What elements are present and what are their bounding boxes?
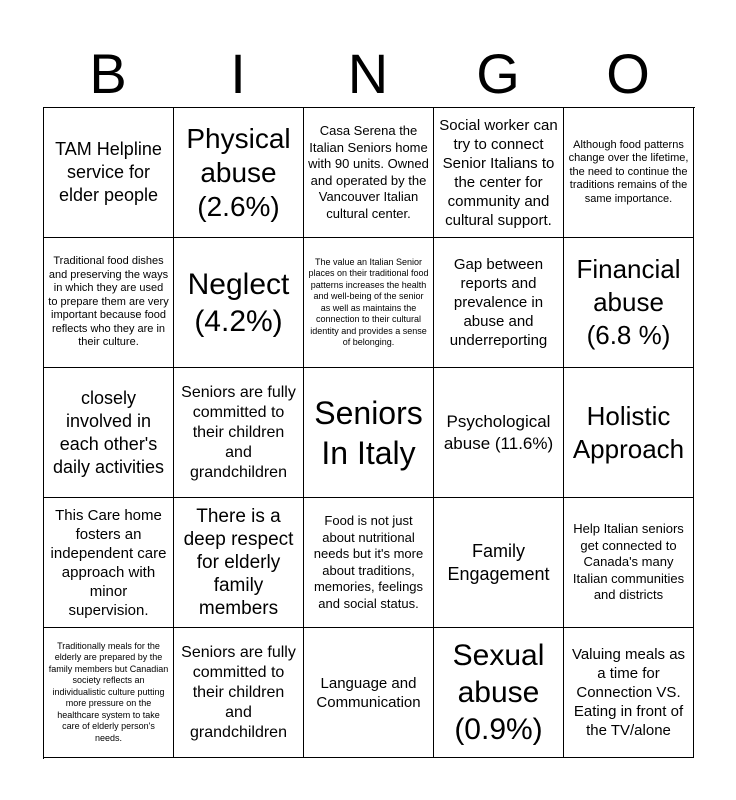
bingo-cell (434, 368, 564, 498)
cell-text: Financial abuse (6.8 %) (576, 254, 681, 350)
cell-text: Holistic Approach (572, 400, 685, 464)
cell-text: Traditional food dishes and preserving the ways in which they are used to prepare them are very important because food reflects who they are in their culture. (48, 255, 169, 349)
cell-text: This Care home fosters an independent care approach with minor supervision. (50, 506, 167, 619)
bingo-cell (564, 108, 694, 238)
bingo-cell (564, 628, 694, 758)
bingo-cell (304, 498, 434, 628)
cell-text: Physical abuse (2.6%) (186, 122, 291, 222)
cell-text: Language and Communication (316, 674, 421, 711)
header-letter-b: B (89, 42, 127, 105)
bingo-cell (44, 498, 174, 628)
cell-text: closely involved in each other's daily activities (52, 387, 165, 477)
bingo-cell (174, 628, 304, 758)
bingo-cell (44, 238, 174, 368)
bingo-cell (304, 108, 434, 238)
cell-text: Family Engagement (447, 540, 550, 584)
cell-text: Casa Serena the Italian Seniors home with 90 units. Owned and operated by the Vancouver Italian cultural center. (308, 123, 429, 221)
bingo-cell (434, 498, 564, 628)
cell-text: The value an Italian Senior places on their traditional food patterns increases the health and well-being of the senior as well as maintains the connection to their cultural identity and provides a sense of belonging. (308, 256, 429, 347)
cell-text: TAM Helpline service for elder people (55, 139, 162, 205)
bingo-cell (434, 238, 564, 368)
cell-text: Food is not just about nutritional needs but it's more about traditions, memories, feelings and social status. (313, 513, 424, 611)
cell-text: Help Italian seniors get connected to Canada's many Italian communities and districts (572, 521, 685, 603)
header-letter-n: N (347, 42, 389, 105)
bingo-cell (44, 368, 174, 498)
cell-text: Psychological abuse (11.6%) (443, 411, 554, 453)
cell-text: Although food patterns change over the lifetime, the need to continue the traditions remains of the same importance. (568, 138, 689, 205)
header-letter-o: O (606, 42, 650, 105)
bingo-cell (304, 238, 434, 368)
bingo-cell (564, 238, 694, 368)
header-letter-i: I (230, 42, 246, 105)
cell-text: Seniors are fully committed to their children and grandchildren (181, 383, 296, 481)
bingo-cell (434, 108, 564, 238)
free-space-cell (304, 368, 434, 498)
cell-text: Traditionally meals for the elderly are prepared by the family members but Canadian society reflects an individualistic culture putting more pressure on the healthcare system to take care of elderly person's needs. (48, 640, 169, 743)
cell-text: Valuing meals as a time for Connection VS. Eating in front of the TV/alone (571, 646, 686, 739)
free-space-text: Seniors In Italy (314, 394, 423, 471)
bingo-cell (174, 108, 304, 238)
bingo-cell (304, 628, 434, 758)
header-letter-g: G (476, 42, 520, 105)
cell-text: There is a deep respect for elderly family members (183, 506, 294, 619)
bingo-cell (434, 628, 564, 758)
bingo-cell (44, 108, 174, 238)
bingo-cell (174, 368, 304, 498)
bingo-cell (174, 498, 304, 628)
cell-text: Social worker can try to connect Senior Italians to the center for community and cultural support. (439, 116, 558, 229)
bingo-header (43, 42, 693, 106)
cell-text: Neglect (4.2%) (187, 267, 290, 338)
cell-text: Seniors are fully committed to their children and grandchildren (181, 643, 296, 741)
bingo-card (43, 107, 695, 759)
bingo-cell (564, 498, 694, 628)
cell-text: Gap between reports and prevalence in abuse and underreporting (449, 256, 548, 349)
bingo-cell (174, 238, 304, 368)
bingo-cell (44, 628, 174, 758)
bingo-cell (564, 368, 694, 498)
cell-text: Sexual abuse (0.9%) (452, 639, 545, 746)
